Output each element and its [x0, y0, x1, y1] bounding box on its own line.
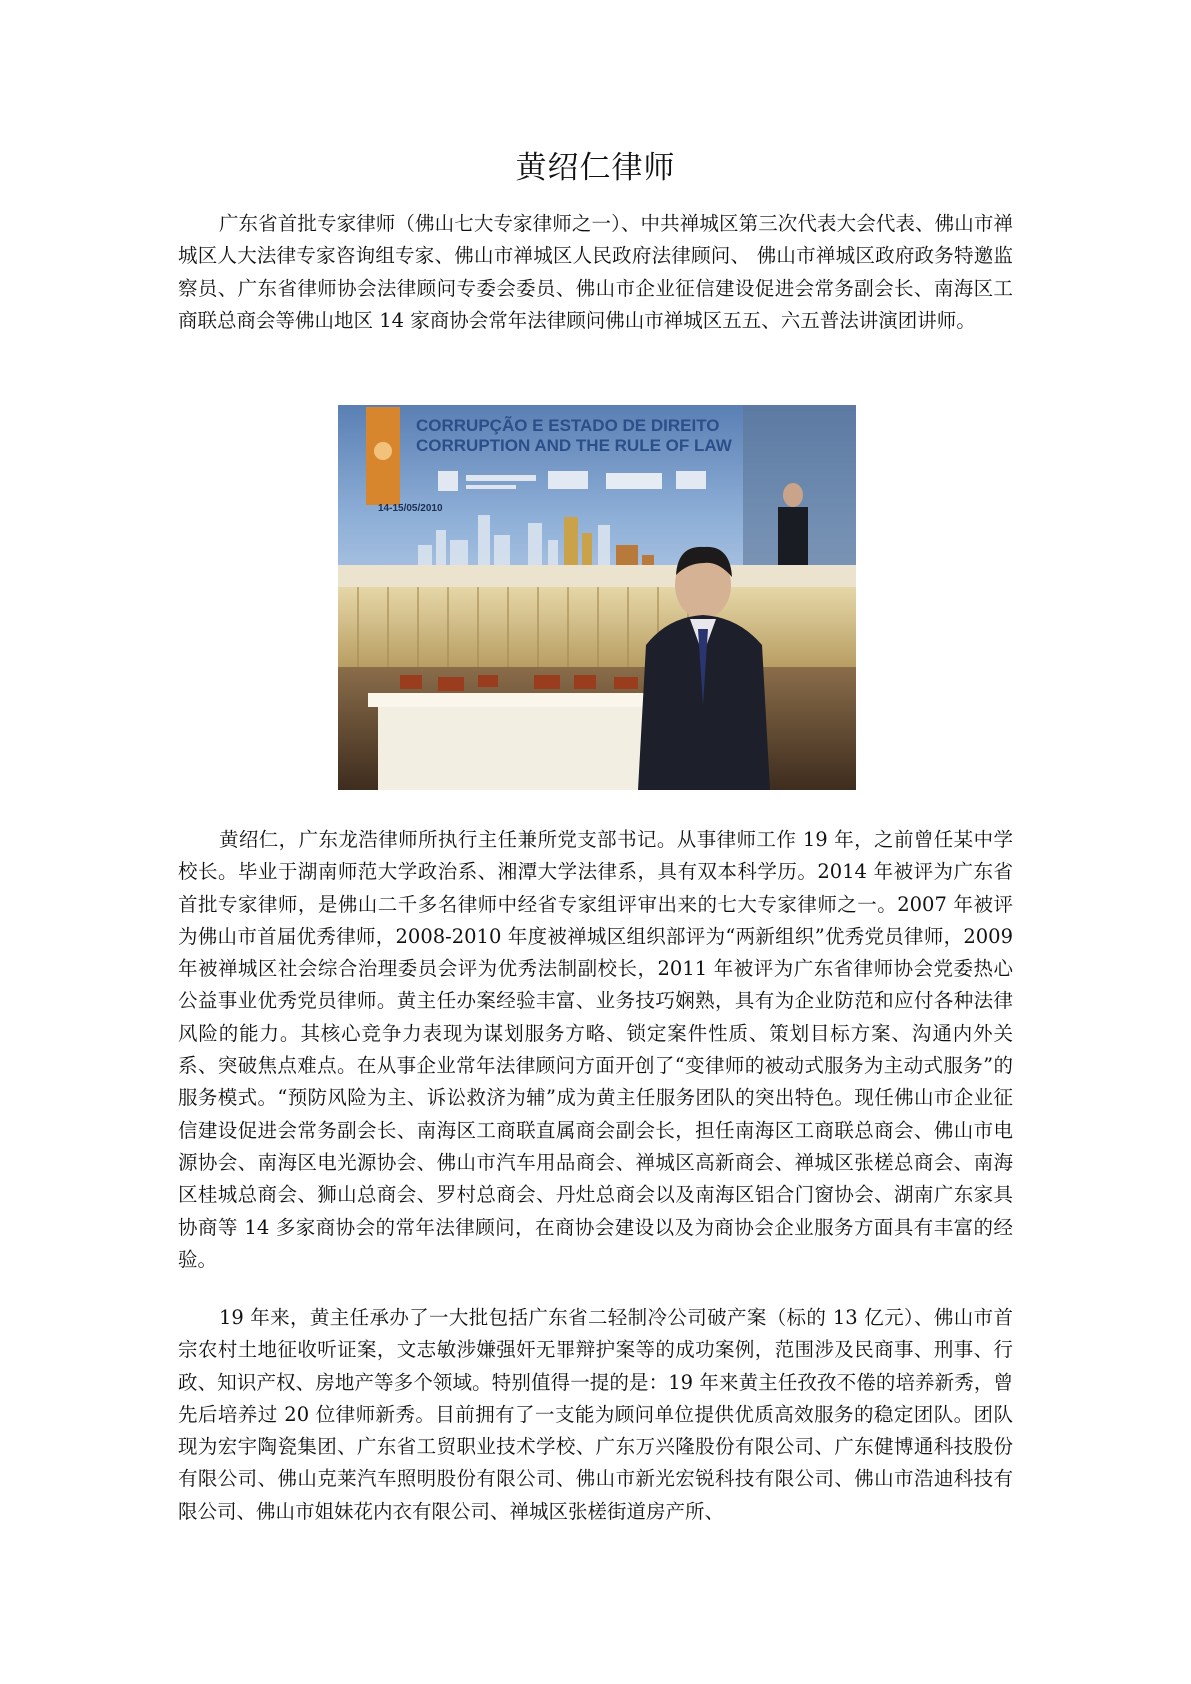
page-title: 黄绍仁律师 — [515, 150, 676, 186]
banner-title-en: CORRUPTION AND THE RULE OF LAW — [416, 436, 732, 455]
conference-photo — [338, 405, 856, 790]
paragraph-biography: 黄绍仁，广东龙浩律师所执行主任兼所党支部书记。从事律师工作 19 年，之前曾任某中学校长。毕业于湖南师范大学政治系、湘潭大学法律系，具有双本科学历。2014 年被评为广东省首批专家律师，是佛山二千多名律师中经省专家组评审出来的七大专家律师之一。2007 年被评为佛山市首届优秀律师，2008-2010 年度被禅城区组织部评为“两新组织”优秀党员律师，2009 年被禅城区社会综合治理委员会评为优秀法制副校长，2011 年被评为广东省律师协会党委热心公益事业优秀党员律师。黄主任办案经验丰富、业务技巧娴熟，具有为企业防范和应付各种法律风险的能力。其核心竞争力表现为谋划服务方略、锁定案件性质、策划目标方案、沟通内外关系、突破焦点难点。在从事企业常年法律顾问方面开创了“变律师的被动式服务为主动式服务”的服务模式。“预防风险为主、诉讼救济为辅”成为黄主任服务团队的突出特色。现任佛山市企业征信建设促进会常务副会长、南海区工商联直属商会副会长，担任南海区工商联总商会、佛山市电源协会、南海区电光源协会、佛山市汽车用品商会、禅城区高新商会、禅城区张槎总商会、南海区桂城总商会、狮山总商会、罗村总商会、丹灶总商会以及南海区铝合门窗协会、湖南广东家具协商等 14 多家商协会的常年法律顾问，在商协会建设以及为商协会企业服务方面具有丰富的经验。 — [178, 828, 1013, 1271]
paragraph-achievements: 19 年来，黄主任承办了一大批包括广东省二轻制冷公司破产案（标的 13 亿元）、佛山市首宗农村土地征收听证案，文志敏涉嫌强奸无罪辩护案等的成功案例，范围涉及民商事、刑事、行政、知识产权、房地产等多个领域。特别值得一提的是：19 年来黄主任孜孜不倦的培养新秀，曾先后培养过 20 位律师新秀。目前拥有了一支能为顾问单位提供优质高效服务的稳定团队。团队现为宏宇陶瓷集团、广东省工贸职业技术学校、广东万兴隆股份有限公司、广东健博通科技股份有限公司、佛山克莱汽车照明股份有限公司、佛山市新光宏锐科技有限公司、佛山市浩迪科技有限公司、佛山市姐妹花内衣有限公司、禅城区张槎街道房产所、 — [178, 1306, 1013, 1523]
paragraph-intro: 广东省首批专家律师（佛山七大专家律师之一）、中共禅城区第三次代表大会代表、佛山市禅城区人大法律专家咨询组专家、佛山市禅城区人民政府法律顾问、 佛山市禅城区政府政务特邀监察员、广东省律师协会法律顾问专委会委员、佛山市企业征信建设促进会常务副会长、南海区工商联总商会等佛山地区 14 家商协会常年法律顾问佛山市禅城区五五、六五普法讲演团讲师。 — [178, 212, 1013, 332]
banner-date: 14-15/05/2010 — [378, 503, 443, 514]
podium-table — [378, 705, 668, 790]
banner-title-pt: CORRUPÇÃO E ESTADO DE DIREITO — [416, 416, 720, 435]
